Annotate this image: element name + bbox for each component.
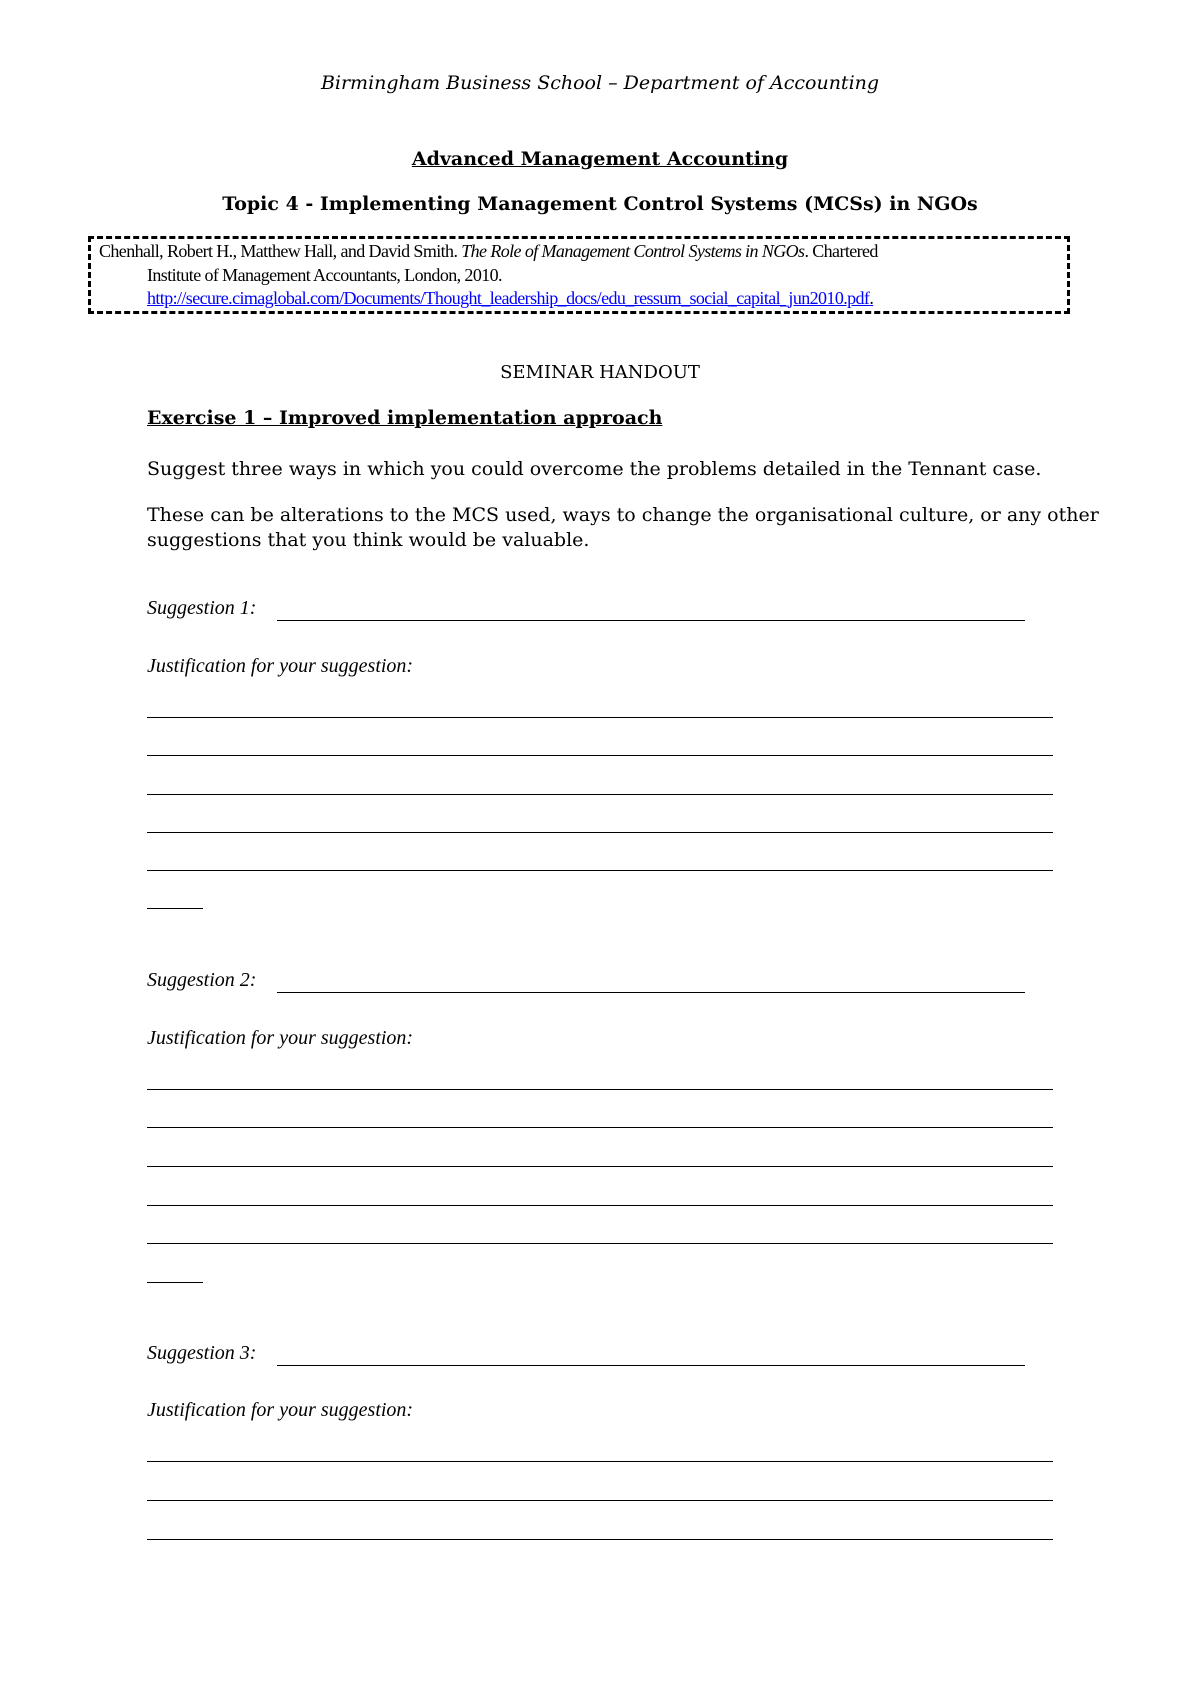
suggestion-3-justification-label: Justification for your suggestion: <box>147 1399 414 1421</box>
suggestion-2-justification-line[interactable] <box>147 1127 1053 1128</box>
suggestion-1-justification-line[interactable] <box>147 755 1053 756</box>
suggestion-2-justification-line[interactable] <box>147 1243 1053 1244</box>
exercise-detail-line-2: suggestions that you think would be valuable. <box>147 529 590 551</box>
document-header: Birmingham Business School – Department of Accounting <box>320 72 880 94</box>
suggestion-3-justification-line[interactable] <box>147 1461 1053 1462</box>
reference-after-title: . Chartered <box>804 241 878 261</box>
suggestion-3-justification-line[interactable] <box>147 1500 1053 1501</box>
suggestion-1-answer-line[interactable] <box>277 620 1025 621</box>
suggestion-3-justification-line[interactable] <box>147 1539 1053 1540</box>
suggestion-2-label: Suggestion 2: <box>147 969 257 991</box>
suggestion-2-justification-line[interactable] <box>147 1205 1053 1206</box>
suggestion-3-answer-line[interactable] <box>277 1365 1025 1366</box>
course-title: Advanced Management Accounting <box>411 148 789 170</box>
suggestion-1-justification-label: Justification for your suggestion: <box>147 655 414 677</box>
topic-title: Topic 4 - Implementing Management Control Systems (MCSs) in NGOs <box>222 193 978 215</box>
reference-url-end: . <box>869 288 874 308</box>
suggestion-2-justification-line[interactable] <box>147 1089 1053 1090</box>
suggestion-2-justification-line[interactable] <box>147 1166 1053 1167</box>
suggestion-2-justification-label: Justification for your suggestion: <box>147 1027 414 1049</box>
seminar-heading: SEMINAR HANDOUT <box>500 362 700 383</box>
reference-citation-line <box>99 241 878 262</box>
reference-box <box>88 236 1070 314</box>
reference-authors: Chenhall, Robert H., Matthew Hall, and David Smith. <box>99 241 462 261</box>
suggestion-1-justification-line[interactable] <box>147 832 1053 833</box>
suggestion-1-justification-line[interactable] <box>147 717 1053 718</box>
suggestion-1-justification-line[interactable] <box>147 870 1053 871</box>
exercise-detail-line-1: These can be alterations to the MCS used, ways to change the organisational culture, or any other <box>147 504 1099 526</box>
suggestion-1-justification-line-short[interactable] <box>147 908 203 909</box>
reference-work-title: The Role of Management Control Systems in NGOs <box>461 241 805 261</box>
reference-url-line <box>147 288 873 309</box>
suggestion-2-answer-line[interactable] <box>277 992 1025 993</box>
exercise-title: Exercise 1 – Improved implementation approach <box>147 407 663 429</box>
suggestion-1-label: Suggestion 1: <box>147 597 257 619</box>
suggestion-3-label: Suggestion 3: <box>147 1342 257 1364</box>
suggestion-2-justification-line-short[interactable] <box>147 1282 203 1283</box>
reference-url-link[interactable]: http://secure.cimaglobal.com/Documents/Thought_leadership_docs/edu_ressum_social_capital_jun2010.pdf <box>147 288 870 308</box>
exercise-prompt: Suggest three ways in which you could overcome the problems detailed in the Tennant case. <box>147 458 1042 480</box>
reference-publisher: Institute of Management Accountants, London, 2010. <box>147 265 502 285</box>
suggestion-1-justification-line[interactable] <box>147 794 1053 795</box>
